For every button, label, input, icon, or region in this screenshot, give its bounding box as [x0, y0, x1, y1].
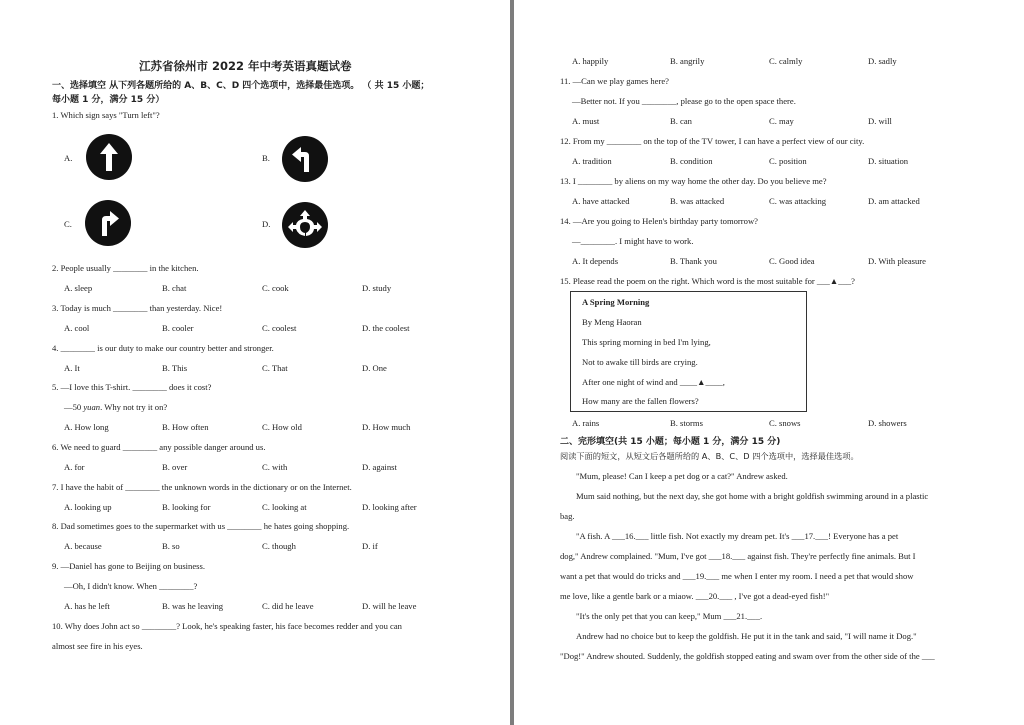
question-10-stem: 10. Why does John act so ________? Look, he's speaking faster, his face becomes redder and you can — [52, 621, 402, 631]
q12-option-c: C. position — [769, 156, 807, 166]
passage-line-2: Mum said nothing, but the next day, she got home with a bright goldfish swimming around in a plastic — [576, 491, 929, 501]
poem-line-4: How many are the fallen flowers? — [582, 396, 699, 406]
q11-option-a: A. must — [572, 116, 600, 126]
poem-author: By Meng Haoran — [582, 317, 642, 327]
q5-option-a: A. How long — [64, 422, 109, 432]
q3-option-a: A. cool — [64, 323, 90, 333]
roundabout-icon — [282, 202, 328, 248]
question-4-stem: 4. ________ is our duty to make our country better and stronger. — [52, 343, 274, 353]
q8-option-c: C. though — [262, 541, 296, 551]
q10-option-b: B. angrily — [670, 56, 705, 66]
q4-option-a: A. It — [64, 363, 80, 373]
q6-option-b: B. over — [162, 462, 188, 472]
q13-option-c: C. was attacking — [769, 196, 827, 206]
poem-line-1: This spring morning in bed I'm lying, — [582, 337, 711, 347]
q13-option-d: D. am attacked — [868, 196, 920, 206]
question-6-stem: 6. We need to guard ________ any possible danger around us. — [52, 442, 266, 452]
q1-label-a: A. — [64, 153, 73, 163]
question-15-stem: 15. Please read the poem on the right. Which word is the most suitable for ___▲___? — [560, 276, 855, 286]
poem-line-2: Not to awake till birds are crying. — [582, 357, 698, 367]
q12-option-a: A. tradition — [572, 156, 612, 166]
q15-option-a: A. rains — [572, 418, 600, 428]
q14-option-b: B. Thank you — [670, 256, 717, 266]
poem-title: A Spring Morning — [582, 297, 650, 307]
q7-option-a: A. looking up — [64, 502, 112, 512]
q2-option-b: B. chat — [162, 283, 187, 293]
question-8-stem: 8. Dad sometimes goes to the supermarket with us ________ he hates going shopping. — [52, 521, 350, 531]
question-3-stem: 3. Today is much ________ than yesterday. Nice! — [52, 303, 223, 313]
q3-option-b: B. cooler — [162, 323, 194, 333]
q5-option-b: B. How often — [162, 422, 209, 432]
q3-option-c: C. coolest — [262, 323, 297, 333]
q5-option-c: C. How old — [262, 422, 302, 432]
question-10-stem-cont: almost see fire in his eyes. — [52, 641, 143, 651]
section2-heading: 二、完形填空(共 15 小题；每小题 1 分，满分 15 分) — [560, 437, 781, 447]
q13-option-b: B. was attacked — [670, 196, 725, 206]
question-9-stem: 9. —Daniel has gone to Beijing on business. — [52, 561, 206, 571]
q15-option-d: D. showers — [868, 418, 907, 428]
left-page — [0, 0, 510, 725]
question-2-stem: 2. People usually ________ in the kitchen. — [52, 263, 199, 273]
question-11-reply: —Better not. If you ________, please go to the open space there. — [572, 96, 796, 106]
q8-option-d: D. if — [362, 541, 378, 551]
q14-option-d: D. With pleasure — [868, 256, 926, 266]
turn-left-icon — [282, 136, 328, 182]
passage-line-1: "Mum, please! Can I keep a pet dog or a cat?" Andrew asked. — [576, 471, 788, 481]
q6-option-c: C. with — [262, 462, 288, 472]
q7-option-b: B. looking for — [162, 502, 211, 512]
question-12-stem: 12. From my ________ on the top of the TV tower, I can have a perfect view of our city. — [560, 136, 865, 146]
passage-line-10: "Dog!" Andrew shouted. Suddenly, the goldfish stopped eating and swam over from the other side of the ___ — [560, 651, 935, 661]
poem-box — [570, 291, 807, 412]
q9-option-d: D. will he leave — [362, 601, 417, 611]
turn-right-icon — [85, 200, 131, 246]
section1-heading: 一、选择填空 从下列各题所给的 A、B、C、D 四个选项中，选择最佳选项。 （ 共 15 小题； — [52, 81, 430, 91]
q9-option-a: A. has he left — [64, 601, 110, 611]
q7-option-c: C. looking at — [262, 502, 307, 512]
q4-option-d: D. One — [362, 363, 387, 373]
q6-option-a: A. for — [64, 462, 85, 472]
q14-option-c: C. Good idea — [769, 256, 815, 266]
q10-option-a: A. happily — [572, 56, 609, 66]
poem-line-3: After one night of wind and ____▲____, — [582, 377, 725, 387]
q11-option-c: C. may — [769, 116, 794, 126]
passage-line-7: me love, like a gentle bark or a miaow. ___20.___ , I've got a dead-eyed fish!" — [560, 591, 830, 601]
q1-label-d: D. — [262, 219, 271, 229]
passage-line-9: Andrew had no choice but to keep the goldfish. He put it in the tank and said, "I will name it Dog." — [576, 631, 917, 641]
question-1-stem: 1. Which sign says "Turn left"? — [52, 110, 160, 120]
passage-line-6: want a pet that would do tricks and ___19.___ me when I enter my room. I need a pet that would show — [560, 571, 914, 581]
question-14-reply: —________. I might have to work. — [572, 236, 694, 246]
q5-option-d: D. How much — [362, 422, 411, 432]
question-14-stem: 14. —Are you going to Helen's birthday party tomorrow? — [560, 216, 758, 226]
q6-option-d: D. against — [362, 462, 397, 472]
passage-line-8: "It's the only pet that you can keep," Mum ___21.___. — [576, 611, 763, 621]
section1-heading-cont: 每小题 1 分，满分 15 分） — [52, 95, 165, 105]
q8-option-a: A. because — [64, 541, 102, 551]
q7-option-d: D. looking after — [362, 502, 417, 512]
q2-option-a: A. sleep — [64, 283, 93, 293]
q4-option-b: B. This — [162, 363, 188, 373]
question-9-reply: —Oh, I didn't know. When ________? — [64, 581, 198, 591]
q11-option-d: D. will — [868, 116, 892, 126]
passage-line-5: dog," Andrew complained. "Mum, I've got ___18.___ against fish. They're perfectly fine animals. But I — [560, 551, 916, 561]
question-5-reply: —50 yuan. Why not try it on? — [64, 402, 168, 412]
q13-option-a: A. have attacked — [572, 196, 630, 206]
q14-option-a: A. It depends — [572, 256, 619, 266]
q10-option-c: C. calmly — [769, 56, 803, 66]
q2-option-c: C. cook — [262, 283, 289, 293]
q12-option-d: D. situation — [868, 156, 909, 166]
exam-title: 江苏省徐州市 2022 年中考英语真题试卷 — [139, 59, 352, 73]
q11-option-b: B. can — [670, 116, 692, 126]
section2-instructions: 阅读下面的短文，从短文后各题所给的 A、B、C、D 四个选项中，选择最佳选项。 — [560, 451, 859, 461]
arrow-up-icon — [86, 134, 132, 180]
q1-label-b: B. — [262, 153, 270, 163]
q10-option-d: D. sadly — [868, 56, 897, 66]
q8-option-b: B. so — [162, 541, 180, 551]
question-5-stem: 5. —I love this T-shirt. ________ does it cost? — [52, 382, 212, 392]
q15-option-c: C. snows — [769, 418, 801, 428]
passage-line-3: bag. — [560, 511, 575, 521]
q2-option-d: D. study — [362, 283, 392, 293]
q15-option-b: B. storms — [670, 418, 703, 428]
question-13-stem: 13. I ________ by aliens on my way home the other day. Do you believe me? — [560, 176, 827, 186]
q12-option-b: B. condition — [670, 156, 713, 166]
q9-option-c: C. did he leave — [262, 601, 314, 611]
q4-option-c: C. That — [262, 363, 288, 373]
q1-label-c: C. — [64, 219, 72, 229]
q3-option-d: D. the coolest — [362, 323, 410, 333]
passage-line-4: "A fish. A ___16.___ little fish. Not exactly my dream pet. It's ___17.___! Everyone has a pet — [576, 531, 899, 541]
question-11-stem: 11. —Can we play games here? — [560, 76, 669, 86]
q9-option-b: B. was he leaving — [162, 601, 224, 611]
question-7-stem: 7. I have the habit of ________ the unknown words in the dictionary or on the Internet. — [52, 482, 352, 492]
